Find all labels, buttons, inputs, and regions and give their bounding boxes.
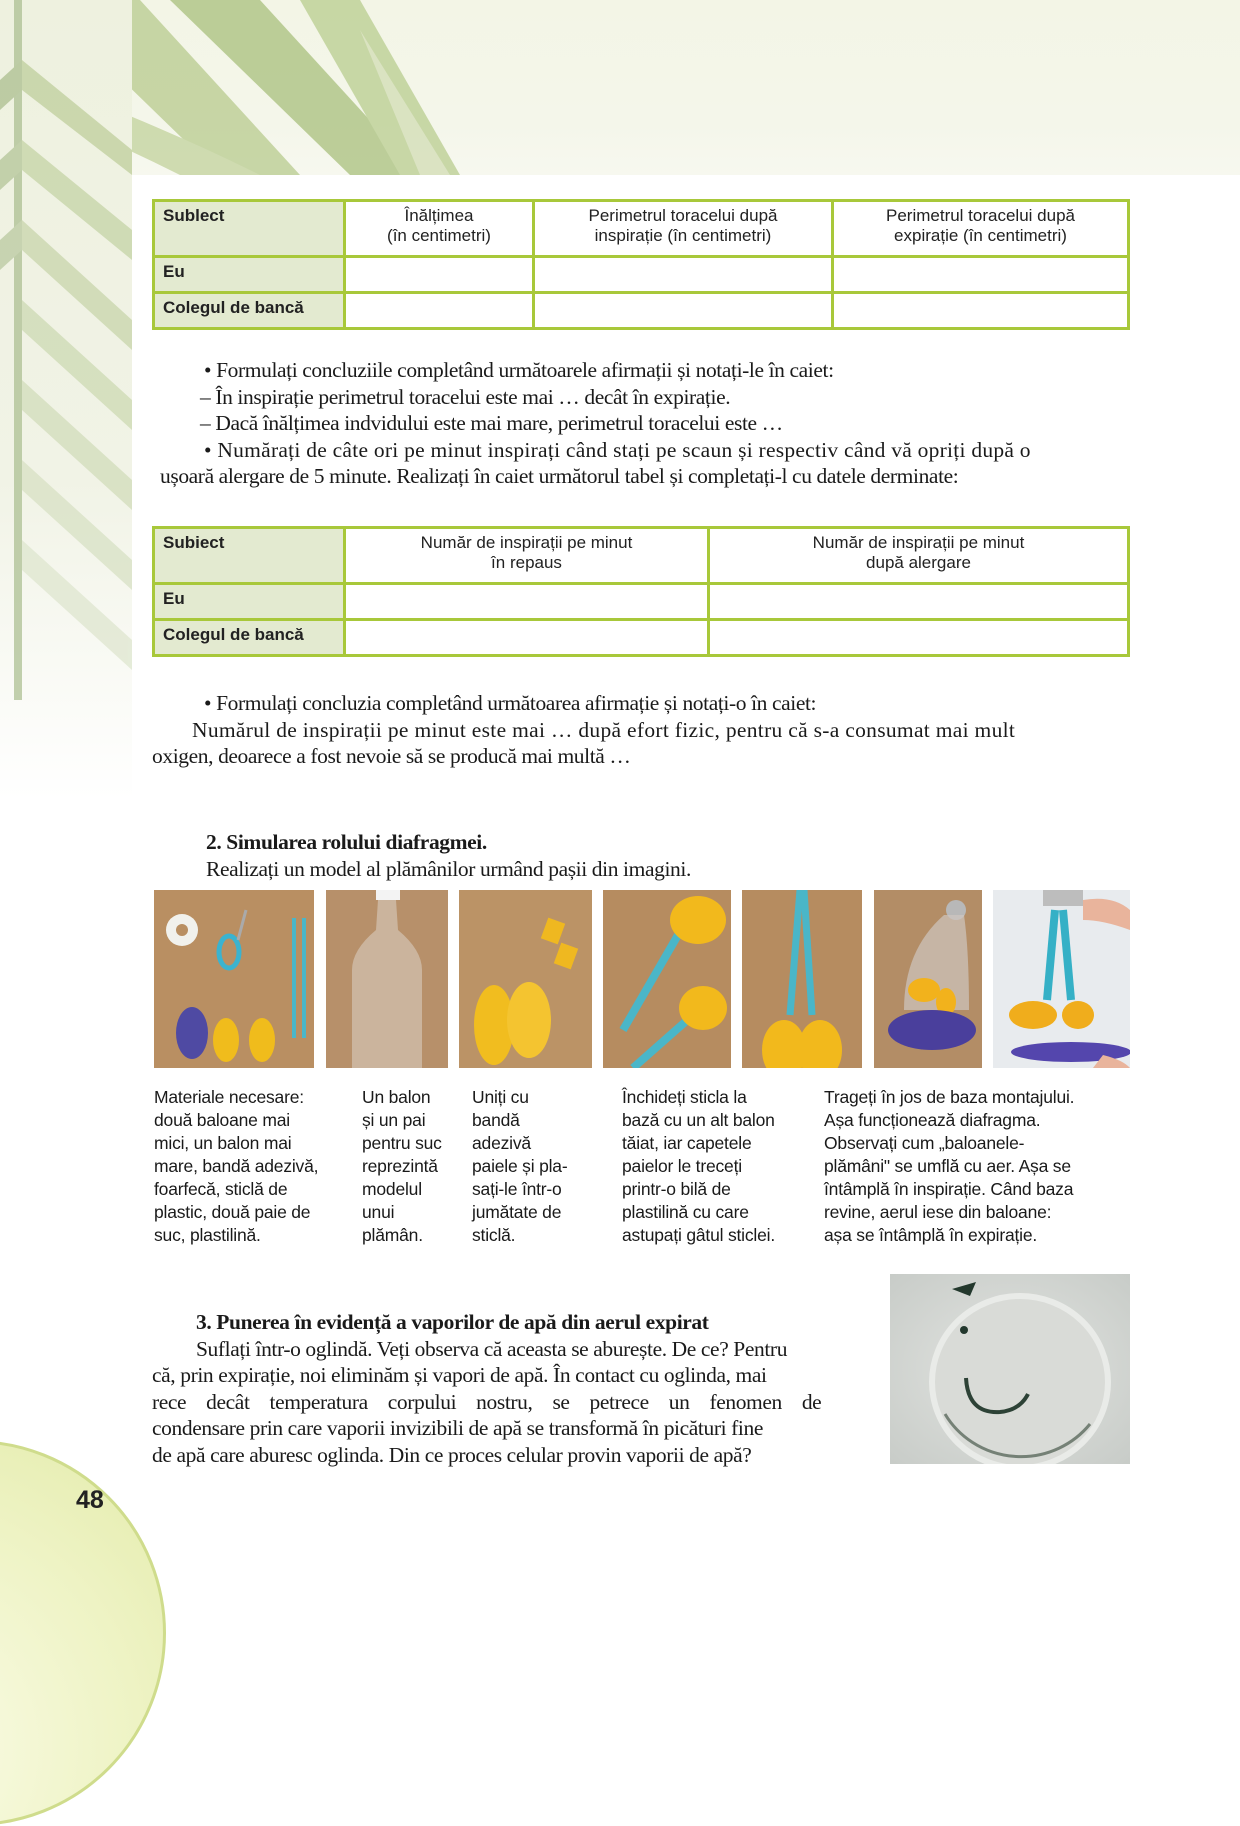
table-header-row bbox=[154, 201, 1129, 257]
palm-leaf-background bbox=[0, 0, 1240, 175]
palm-frond-left bbox=[0, 0, 132, 800]
conclusion-paragraph: • Formulați concluzia completând următoarea afirmație și notați-o în caiet: Numărul de inspirații pe minut este mai … după efort fizic, pentru că s-a consumat mai mult oxigen, deoarece a fost nevoie să se producă mai multă … bbox=[152, 691, 1016, 768]
section-3-title: 3. Punerea în evidență a vaporilor de apă din aerul expirat bbox=[196, 1310, 709, 1334]
section-2-heading bbox=[206, 829, 691, 882]
caption-join-straws: Uniți cu bandă adezivă paiele și pla- sați-le într-o jumătate de sticlă. bbox=[472, 1087, 568, 1245]
bottle-model-photo bbox=[874, 890, 982, 1068]
table-header-subject: Subiect bbox=[154, 528, 345, 584]
cut-balloons-photo bbox=[459, 890, 592, 1068]
table-cell bbox=[534, 293, 833, 329]
section-3: 3. Punerea în evidență a vaporilor de apă din aerul expirat Suflați într-o oglindă. Veți observa că aceasta se aburește. De ce? Pentru că, prin expirație, noi eliminăm și vapori de apă. În contact cu oglinda, mai rece decât temperatura corpului nostru, se petrece un fenomen de condensare prin care vaporii invizibili de apă se transformă în picături fine de apă care aburesc oglinda. Din ce proces celular provin vaporii de apă? bbox=[152, 1309, 868, 1468]
table-cell bbox=[833, 257, 1129, 293]
table-header-rest: Număr de inspirații pe minut în repaus bbox=[345, 528, 709, 584]
breathing-rate-table bbox=[152, 526, 1130, 657]
table-cell bbox=[709, 584, 1129, 620]
balloon-straws-photo bbox=[603, 890, 731, 1068]
bottle-photo bbox=[326, 890, 448, 1068]
diaphragm-pull-photo bbox=[993, 890, 1130, 1068]
row-label-deskmate: Colegul de bancă bbox=[154, 620, 345, 656]
row-label-me: Eu bbox=[154, 584, 345, 620]
caption-lung-model: Un balon și un pai pentru suc reprezintă modelul unui plămân. bbox=[362, 1087, 442, 1245]
table-header-inspiration: Perimetrul toracelui după inspirație (în centimetri) bbox=[534, 201, 833, 257]
table-cell bbox=[345, 257, 534, 293]
table-row bbox=[154, 620, 1129, 656]
row-label-me: Eu bbox=[154, 257, 345, 293]
fogged-mirror-photo bbox=[890, 1274, 1130, 1464]
joined-straws-photo bbox=[742, 890, 862, 1068]
conclusions-paragraph: • Formulați concluziile completând următoarele afirmații și notați-le în caiet: – În inspirație perimetrul toracelui este mai … decât în expirație. – Dacă înălțimea indvidului este mai mare, perimetrul toracelui este … • Numărați de câte ori pe minut inspirați când stați pe scaun și respectiv când vă opriți după o ușoară alergare de 5 minute. Realizați în caiet următorul tabel și completați-l cu datele derminate: bbox=[160, 358, 1031, 488]
table-row bbox=[154, 257, 1129, 293]
chest-perimeter-table bbox=[152, 199, 1130, 330]
table-header-row bbox=[154, 528, 1129, 584]
table-header-after-running: Număr de inspirații pe minut după alergare bbox=[709, 528, 1129, 584]
page-number: 48 bbox=[76, 1486, 104, 1514]
materials-photo bbox=[154, 890, 314, 1068]
table-cell bbox=[345, 620, 709, 656]
table-cell bbox=[534, 257, 833, 293]
caption-diaphragm: Trageți în jos de baza montajului. Așa funcționează diafragma. Observați cum „baloanele- plămâni" se umflă cu aer. Așa se întâmplă în inspirație. Când baza revine, aerul iese din baloane: așa se întâmplă în expirație. bbox=[824, 1087, 1075, 1245]
table-row bbox=[154, 584, 1129, 620]
caption-close-bottle: Închideți sticla la bază cu un alt balon tăiat, iar capetele paielor le treceți printr-o bilă de plastilină cu care astupați gâtul sticlei. bbox=[622, 1087, 775, 1245]
table-cell bbox=[345, 584, 709, 620]
table-cell bbox=[709, 620, 1129, 656]
table-cell bbox=[345, 293, 534, 329]
caption-materials: Materiale necesare: două baloane mai mici, un balon mai mare, bandă adezivă, foarfecă, sticlă de plastic, două paie de suc, plastilină. bbox=[154, 1087, 319, 1245]
table-row bbox=[154, 293, 1129, 329]
table-header-expiration: Perimetrul toracelui după expirație (în centimetri) bbox=[833, 201, 1129, 257]
row-label-deskmate: Colegul de bancă bbox=[154, 293, 345, 329]
section-2-title: 2. Simularea rolului diafragmei. bbox=[206, 830, 487, 854]
section-2-subtitle: Realizați un model al plămânilor urmând pașii din imagini. bbox=[206, 856, 691, 881]
table-header-height: Înălțimea (în centimetri) bbox=[345, 201, 534, 257]
table-header-subject: Sublect bbox=[154, 201, 345, 257]
table-cell bbox=[833, 293, 1129, 329]
